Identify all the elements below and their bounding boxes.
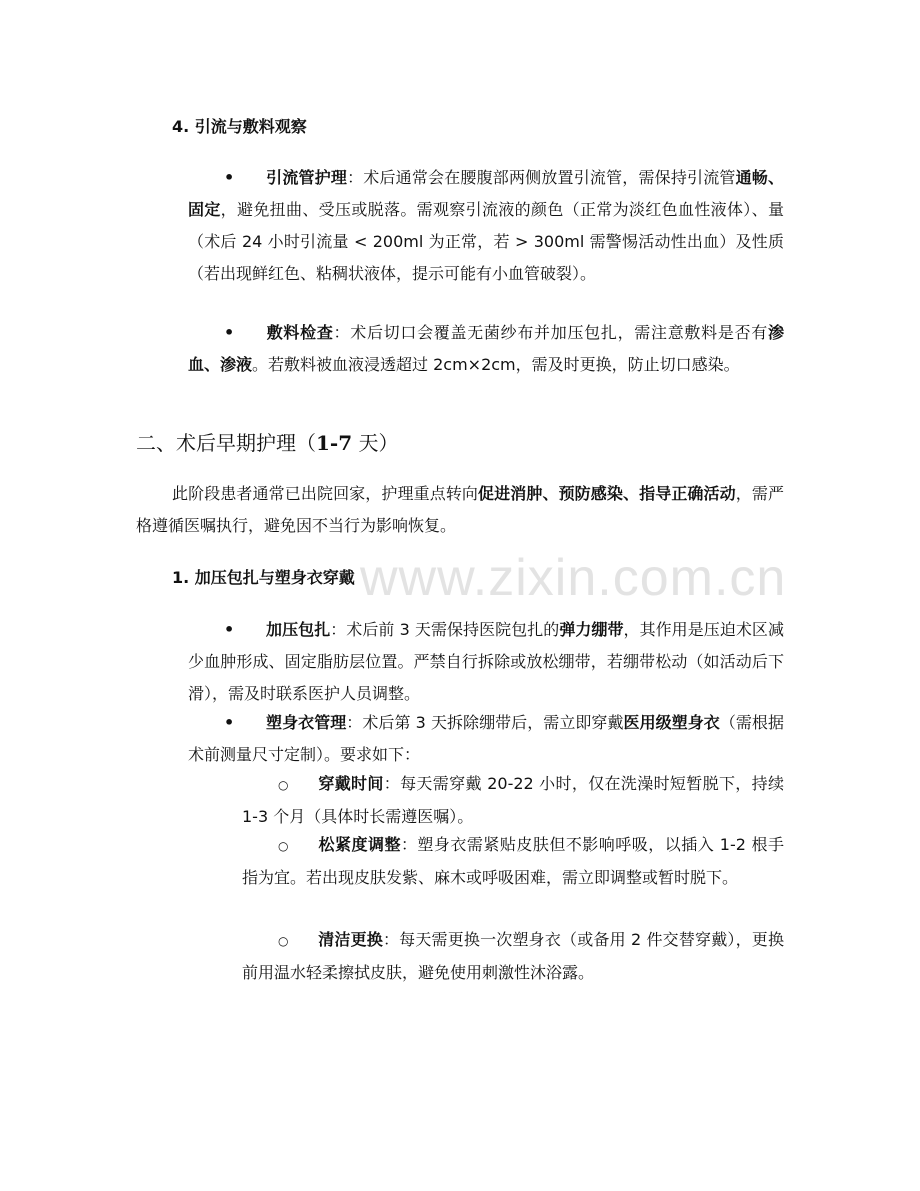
segments — [242, 930, 784, 982]
heading-drainage: 4. 引流与敷料观察 — [172, 117, 307, 136]
text: ：每天需穿戴 20-22 小时，仅在洗澡时短暂脱下，持续 1-3 个月（具体时长需遵医嘱）。 — [242, 774, 784, 826]
bullet-shapewear — [188, 707, 784, 771]
text: ，其作用是压迫术区减少血肿形成、固定脂肪层位置。严禁自行拆除或放松绷带，若绷带松动（如活动后下滑），需及时联系医护人员调整。 — [188, 620, 784, 703]
circle-bullet-icon — [278, 768, 302, 801]
bullet-drainage-tube — [188, 162, 784, 290]
text: ：术后第 3 天拆除绷带后，需立即穿戴 — [346, 713, 624, 732]
segments — [242, 835, 784, 887]
text: 。若敷料被血液浸透超过 2cm×2cm，需及时更换，防止切口感染。 — [252, 355, 740, 374]
text: （需根据术前测量尺寸定制）。要求如下： — [188, 713, 784, 764]
bold-text: 通畅、固定 — [188, 168, 784, 219]
circle-bullet-icon — [278, 829, 302, 862]
bold-text: 渗血、渗液 — [188, 323, 784, 374]
text: ：术后前 3 天需保持医院包扎的 — [330, 620, 560, 639]
segments — [188, 168, 784, 283]
subitem-tightness — [242, 829, 784, 894]
bold-text: 医用级塑身衣 — [623, 713, 720, 732]
bold-text: 松紧度调整 — [318, 835, 401, 854]
segments — [242, 774, 784, 826]
heading-prefix: 二、术后早期护理（ — [136, 431, 316, 455]
bold-text: 敷料检查 — [266, 323, 334, 342]
bullet-dot-icon — [224, 317, 248, 349]
bullet-dot-icon — [224, 707, 248, 739]
bold-text: 穿戴时间 — [318, 774, 384, 793]
segments — [188, 620, 784, 703]
watermark: www.zixin.com.cn — [360, 549, 787, 607]
text: ：每天需更换一次塑身衣（或备用 2 件交替穿戴），更换前用温水轻柔擦拭皮肤，避免使用刺激性沐浴露。 — [242, 930, 784, 982]
subitem-cleaning — [242, 924, 784, 989]
text: ：术后切口会覆盖无菌纱布并加压包扎，需注意敷料是否有 — [333, 323, 768, 342]
segments — [136, 484, 784, 535]
segments — [188, 713, 784, 764]
bold-text: 加压包扎 — [266, 620, 331, 639]
bullet-compression-bandage — [188, 614, 784, 710]
subitem-wear-time — [242, 768, 784, 833]
bold-text: 引流管护理 — [266, 168, 348, 187]
heading-compression: 1. 加压包扎与塑身衣穿戴 — [172, 568, 355, 587]
bold-text: 塑身衣管理 — [266, 713, 347, 732]
bold-text: 清洁更换 — [318, 930, 383, 949]
segments — [188, 323, 784, 374]
heading-early-care — [136, 428, 399, 458]
bullet-dressing-check — [188, 317, 784, 381]
bullet-dot-icon — [224, 614, 248, 646]
text: ，避免扭曲、受压或脱落。需观察引流液的颜色（正常为淡红色血性液体）、量（术后 24 小时引流量 < 200ml 为正常，若 > 300ml 需警惕活动性出血）及性质（若出现鲜红色、粘稠状液体，提示可能有小血管破裂）。 — [188, 200, 784, 283]
intro-paragraph — [136, 478, 784, 542]
heading-range: 1-7 — [316, 431, 353, 455]
circle-bullet-icon — [278, 924, 302, 957]
text: ：塑身衣需紧贴皮肤但不影响呼吸，以插入 1-2 根手指为宜。若出现皮肤发紫、麻木或呼吸困难，需立即调整或暂时脱下。 — [242, 835, 784, 887]
heading-suffix: 天） — [352, 431, 399, 455]
bold-text: 弹力绷带 — [559, 620, 624, 639]
bullet-dot-icon — [224, 162, 248, 194]
text: ：术后通常会在腰腹部两侧放置引流管，需保持引流管 — [347, 168, 736, 187]
text: 此阶段患者通常已出院回家，护理重点转向 — [172, 484, 479, 503]
bold-text: 促进消肿、预防感染、指导正确活动 — [478, 484, 736, 503]
text: ，需严格遵循医嘱执行，避免因不当行为影响恢复。 — [136, 484, 784, 535]
